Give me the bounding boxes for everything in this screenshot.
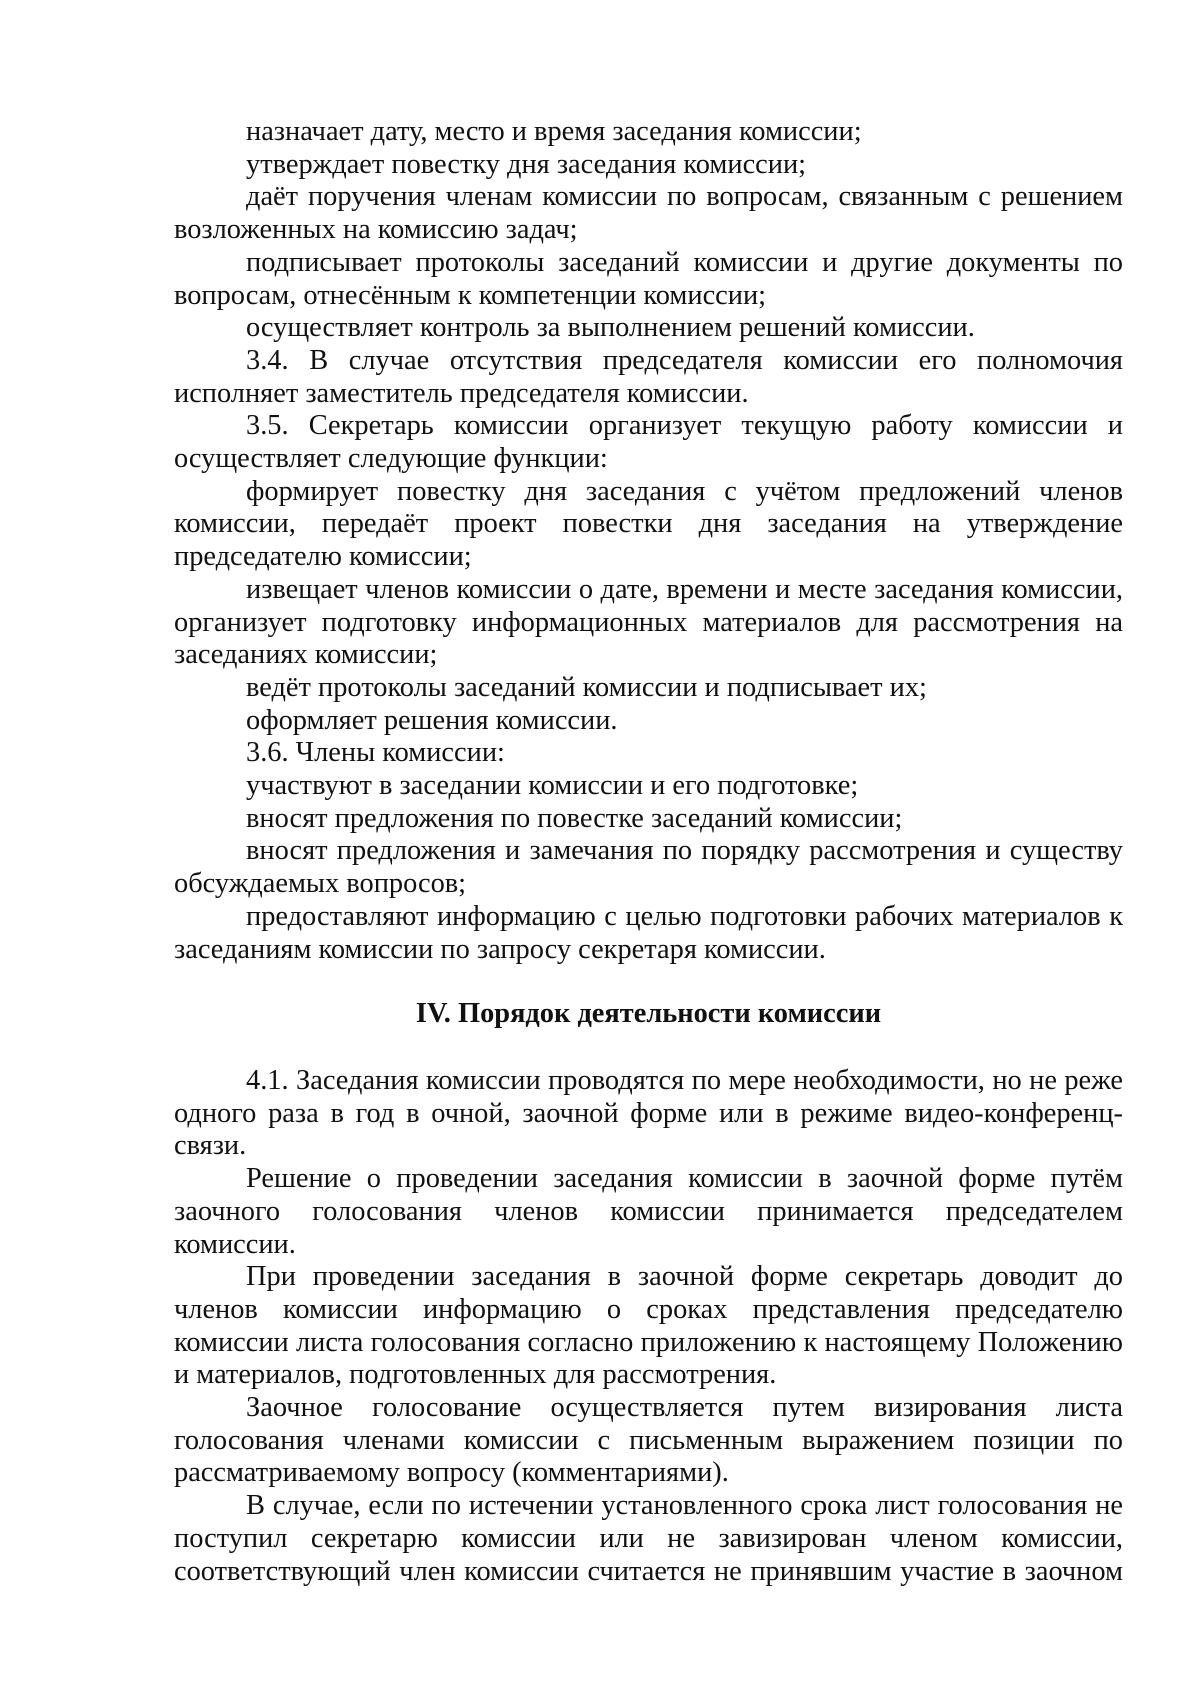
paragraph: В случае, если по истечении установленного срока лист голосования не поступил секретарю комиссии или не завизирован членом комиссии, соответствующий член комиссии считается не принявшим участие в заочном (174, 1490, 1123, 1587)
paragraph: формирует повестку дня заседания с учётом предложений членов комиссии, передаёт проект повестки дня заседания на утверждение председателю комиссии; (174, 475, 1123, 573)
paragraph: вносят предложения и замечания по порядку рассмотрения и существу обсуждаемых вопросов; (174, 835, 1123, 900)
spacer (174, 1031, 1123, 1065)
paragraph: осуществляет контроль за выполнением решений комиссии. (246, 312, 975, 344)
section-heading: IV. Порядок деятельности комиссии (415, 998, 882, 1030)
paragraph: участвуют в заседании комиссии и его подготовке; (246, 770, 859, 802)
paragraph: подписывает протоколы заседаний комиссии и другие документы по вопросам, отнесённым к компетенции комиссии; (174, 246, 1123, 311)
paragraph: оформляет решения комиссии. (246, 704, 618, 736)
paragraph: даёт поручения членам комиссии по вопросам, связанным с решением возложенных на комиссию задач; (174, 181, 1123, 246)
paragraph: вносят предложения по повестке заседаний комиссии; (246, 802, 903, 834)
paragraph: Решение о проведении заседания комиссии в заочной форме путём заочного голосования членов комиссии принимается председателем комиссии. (174, 1163, 1123, 1260)
spacer (174, 966, 1123, 998)
paragraph: 3.5. Секретарь комиссии организует текущую работу комиссии и осуществляет следующие функции: (174, 410, 1123, 475)
paragraph: Заочное голосование осуществляется путем визирования листа голосования членами комиссии с письменным выражением позиции по рассматриваемому вопросу (комментариями). (174, 1392, 1123, 1489)
paragraph: 4.1. Заседания комиссии проводятся по мере необходимости, но не реже одного раза в год в очной, заочной форме или в режиме видео-конференц-связи. (174, 1064, 1123, 1162)
paragraph: предоставляют информацию с целью подготовки рабочих материалов к заседаниям комиссии по запросу секретаря комиссии. (174, 900, 1123, 965)
paragraph: 3.6. Члены комиссии: (246, 737, 505, 769)
paragraph: утверждает повестку дня заседания комиссии; (246, 148, 807, 180)
paragraph: назначает дату, место и время заседания комиссии; (246, 116, 862, 147)
paragraph: ведёт протоколы заседаний комиссии и подписывает их; (246, 671, 927, 703)
paragraph: 3.4. В случае отсутствия председателя комиссии его полномочия исполняет заместитель председателя комиссии. (174, 344, 1123, 409)
paragraph: извещает членов комиссии о дате, времени и месте заседания комиссии, организует подготовку информационных материалов для рассмотрения на заседаниях комиссии; (174, 573, 1123, 671)
document-page (174, 116, 1123, 1588)
paragraph: При проведении заседания в заочной форме секретарь доводит до членов комиссии информацию о сроках представления председателю комиссии листа голосования согласно приложению к настоящему Положению и материалов, подготовленных для рассмотрения. (174, 1261, 1123, 1391)
